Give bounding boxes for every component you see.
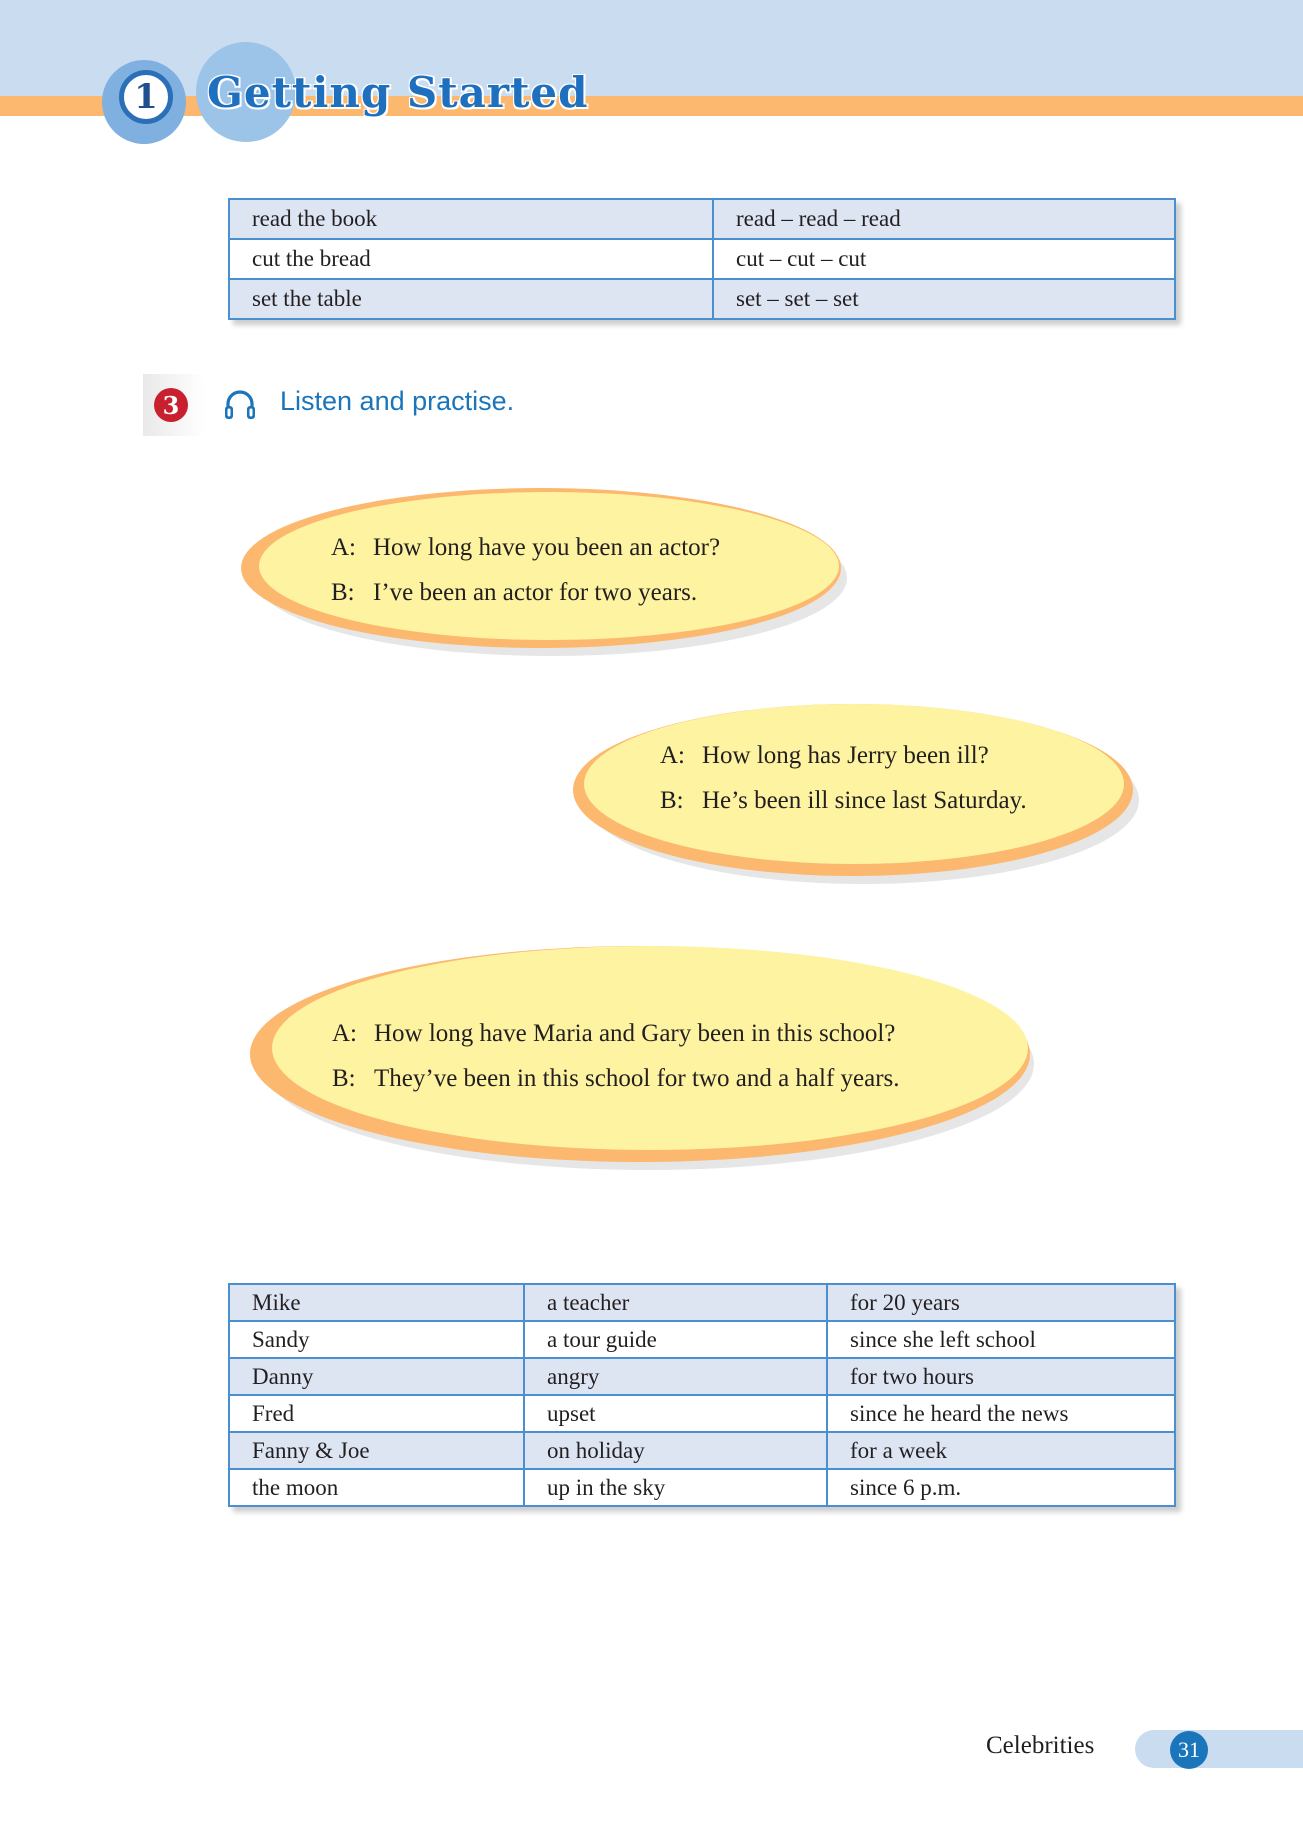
table-cell: upset	[524, 1395, 827, 1432]
table-cell: Danny	[229, 1358, 524, 1395]
table-cell: read the book	[229, 199, 713, 239]
speech-bubble-shape	[250, 928, 1050, 1176]
dialogue-text: I’ve been an actor for two years.	[373, 579, 698, 606]
table-cell: Fred	[229, 1395, 524, 1432]
dialogue-line-a	[332, 1020, 895, 1048]
table-cell: read – read – read	[713, 199, 1175, 239]
speaker-label: B:	[660, 787, 684, 814]
table-cell: for two hours	[827, 1358, 1175, 1395]
dialogue-text: They’ve been in this school for two and a half years.	[374, 1065, 900, 1092]
dialogue-line-b	[331, 579, 697, 607]
activity-instruction: Listen and practise.	[280, 386, 515, 416]
table-row	[229, 199, 1175, 239]
table-cell: up in the sky	[524, 1469, 827, 1506]
table-cell: since he heard the news	[827, 1395, 1175, 1432]
speech-bubble-3	[250, 928, 1050, 1176]
table-cell: a tour guide	[524, 1321, 827, 1358]
verb-forms-table	[228, 198, 1176, 320]
footer-bar	[1135, 1730, 1303, 1768]
speaker-label: A:	[331, 534, 356, 561]
table-cell: angry	[524, 1358, 827, 1395]
table-row	[229, 1395, 1175, 1432]
speech-bubble-2	[568, 690, 1146, 890]
speaker-label: A:	[660, 742, 685, 769]
table-cell: Sandy	[229, 1321, 524, 1358]
table-row	[229, 279, 1175, 319]
table-cell: set the table	[229, 279, 713, 319]
page-number: 31	[1170, 1731, 1208, 1769]
speech-bubble-shape	[233, 480, 853, 660]
table-cell: since she left school	[827, 1321, 1175, 1358]
table-cell: on holiday	[524, 1432, 827, 1469]
speech-bubble-1	[233, 480, 853, 660]
footer-section-title: Celebrities	[986, 1732, 1095, 1759]
dialogue-text: How long have you been an actor?	[373, 534, 721, 561]
table-row	[229, 1432, 1175, 1469]
dialogue-text: He’s been ill since last Saturday.	[702, 787, 1027, 814]
table-cell: a teacher	[524, 1284, 827, 1321]
dialogue-text: How long has Jerry been ill?	[702, 742, 989, 769]
table-cell: cut – cut – cut	[713, 239, 1175, 279]
table-cell: Mike	[229, 1284, 524, 1321]
speaker-label: B:	[331, 579, 355, 606]
header-band	[0, 0, 1303, 98]
dialogue-line-b	[332, 1065, 900, 1093]
dialogue-line-b	[660, 787, 1027, 815]
activity-number-badge: 3	[154, 388, 188, 422]
page-title: Getting Started	[207, 68, 589, 117]
dialogue-line-a	[660, 742, 989, 770]
unit-number: 1	[119, 70, 173, 124]
table-cell: Fanny & Joe	[229, 1432, 524, 1469]
headphones-icon[interactable]	[223, 388, 257, 422]
table-cell: for 20 years	[827, 1284, 1175, 1321]
table-cell: the moon	[229, 1469, 524, 1506]
dialogue-text: How long have Maria and Gary been in this school?	[374, 1020, 896, 1047]
table-row	[229, 1469, 1175, 1506]
table-cell: cut the bread	[229, 239, 713, 279]
table-cell: for a week	[827, 1432, 1175, 1469]
header-orange-stripe	[0, 96, 1303, 116]
table-row	[229, 1358, 1175, 1395]
table-row	[229, 239, 1175, 279]
table-row	[229, 1321, 1175, 1358]
table-cell: since 6 p.m.	[827, 1469, 1175, 1506]
practice-table	[228, 1283, 1176, 1507]
table-cell: set – set – set	[713, 279, 1175, 319]
dialogue-line-a	[331, 534, 720, 562]
speaker-label: B:	[332, 1065, 356, 1092]
speaker-label: A:	[332, 1020, 357, 1047]
table-row	[229, 1284, 1175, 1321]
